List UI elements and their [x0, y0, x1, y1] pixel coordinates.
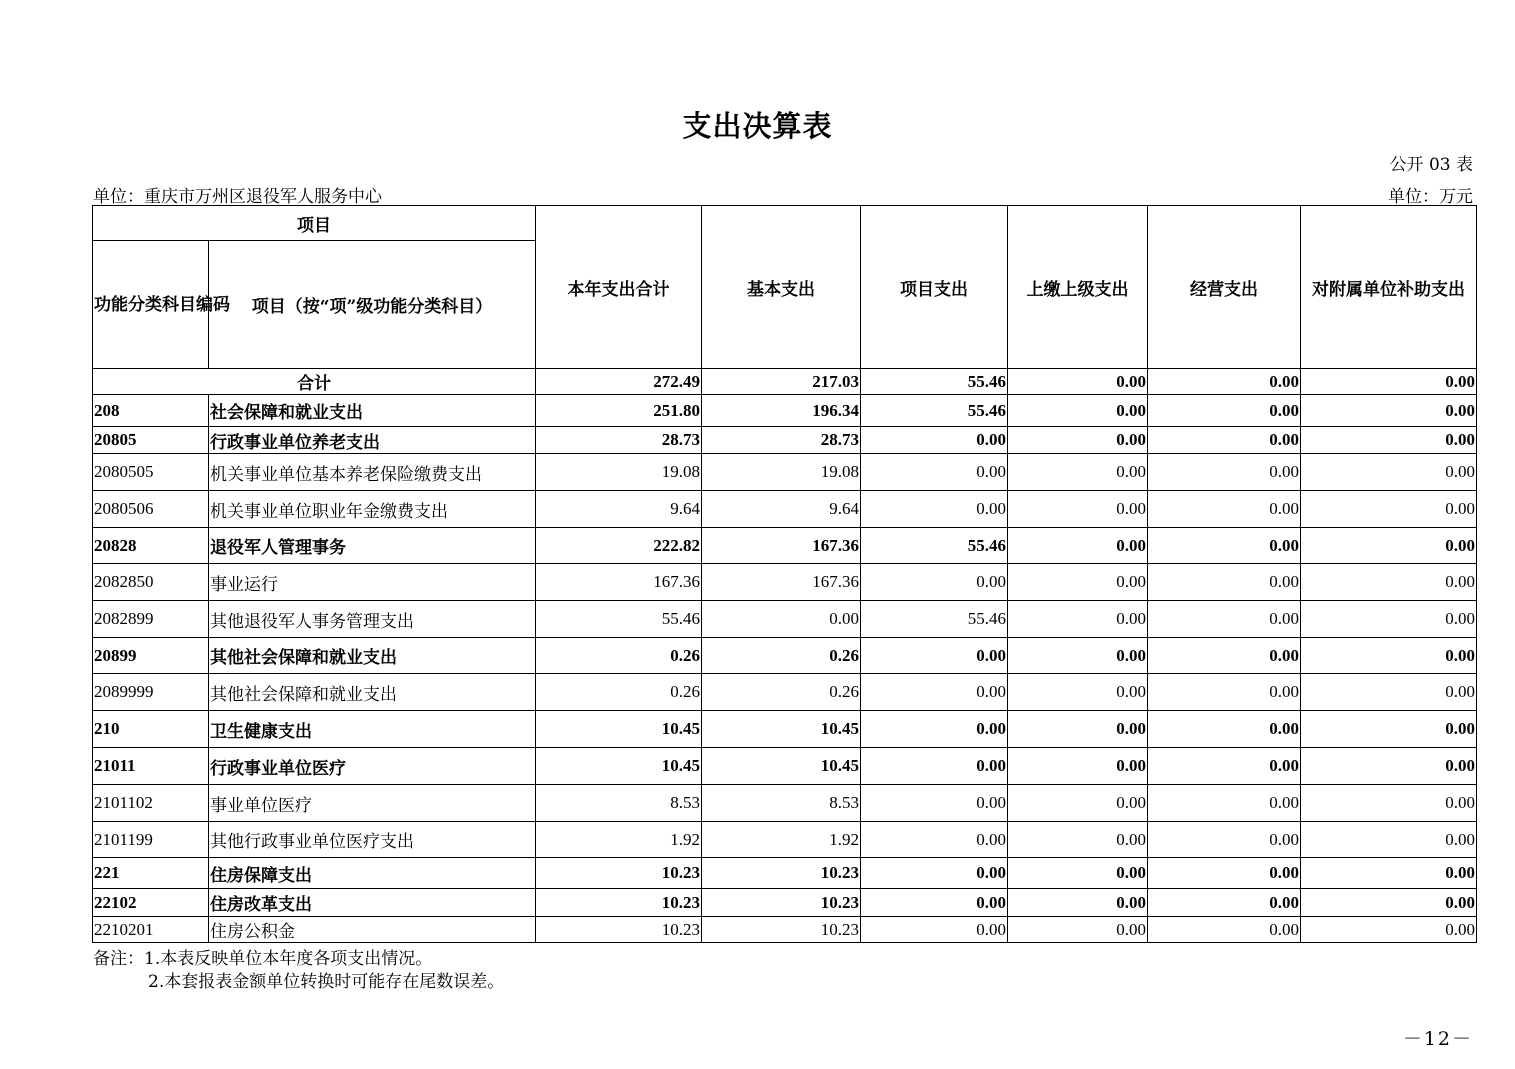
amount-cell: 0.00: [861, 822, 1008, 858]
table-row: [93, 822, 1477, 858]
item-name-cell: 住房改革支出: [209, 889, 536, 917]
amount-cell: 0.00: [1301, 427, 1477, 454]
amount-cell: 10.45: [536, 711, 702, 748]
amount-cell: 0.00: [861, 785, 1008, 822]
amount-cell: 0.00: [1301, 711, 1477, 748]
notes: [93, 948, 504, 994]
item-name-cell: 住房保障支出: [209, 858, 536, 889]
amount-cell: 0.00: [861, 427, 1008, 454]
table-row: [93, 601, 1477, 638]
function-code-cell: 2089999: [93, 674, 209, 711]
amount-cell: 0.00: [1008, 822, 1148, 858]
amount-cell: 0.00: [1008, 564, 1148, 601]
function-code-cell: 20805: [93, 427, 209, 454]
amount-cell: 0.00: [1148, 454, 1301, 491]
amount-cell: 0.00: [1148, 858, 1301, 889]
function-code-cell: 2080505: [93, 454, 209, 491]
amount-cell: 10.45: [702, 711, 861, 748]
amount-cell: 0.00: [861, 454, 1008, 491]
table-row: [93, 889, 1477, 917]
amount-cell: 55.46: [861, 528, 1008, 564]
amount-cell: 0.00: [861, 917, 1008, 943]
amount-cell: 10.23: [536, 917, 702, 943]
amount-cell: 0.00: [1008, 638, 1148, 674]
item-name-cell: 社会保障和就业支出: [209, 395, 536, 427]
amount-cell: 0.00: [1301, 638, 1477, 674]
amount-cell: 10.23: [702, 917, 861, 943]
amount-cell: 0.00: [1148, 822, 1301, 858]
header-function-code: 功能分类科目编码: [93, 241, 209, 369]
amount-cell: 0.00: [1008, 491, 1148, 528]
amount-cell: 222.82: [536, 528, 702, 564]
amount-cell: 0.00: [1148, 528, 1301, 564]
amount-cell: 0.00: [1148, 748, 1301, 785]
total-value: 272.49: [536, 369, 702, 395]
table-row: [93, 454, 1477, 491]
amount-cell: 251.80: [536, 395, 702, 427]
amount-cell: 0.00: [1301, 858, 1477, 889]
total-label: 合计: [93, 369, 536, 395]
amount-cell: 0.00: [1148, 638, 1301, 674]
amount-cell: 10.23: [536, 889, 702, 917]
function-code-cell: 2210201: [93, 917, 209, 943]
item-name-cell: 住房公积金: [209, 917, 536, 943]
function-code-cell: 2101199: [93, 822, 209, 858]
item-name-cell: 事业运行: [209, 564, 536, 601]
amount-cell: 0.00: [1008, 454, 1148, 491]
header-subsidy-affiliates: 对附属单位补助支出: [1301, 206, 1477, 369]
amount-cell: 28.73: [702, 427, 861, 454]
table-row: [93, 564, 1477, 601]
amount-cell: 10.45: [536, 748, 702, 785]
amount-cell: 0.00: [1301, 491, 1477, 528]
function-code-cell: 22102: [93, 889, 209, 917]
amount-cell: 0.00: [1301, 917, 1477, 943]
amount-cell: 55.46: [536, 601, 702, 638]
amount-cell: 0.00: [861, 889, 1008, 917]
function-code-cell: 208: [93, 395, 209, 427]
total-row: [93, 369, 1477, 395]
amount-cell: 0.00: [1008, 601, 1148, 638]
amount-cell: 0.00: [1008, 528, 1148, 564]
item-name-cell: 机关事业单位基本养老保险缴费支出: [209, 454, 536, 491]
amount-cell: 9.64: [536, 491, 702, 528]
header-project-group: 项目: [93, 206, 536, 241]
table-row: [93, 427, 1477, 454]
amount-cell: 0.00: [1148, 785, 1301, 822]
amount-cell: 0.00: [1301, 564, 1477, 601]
amount-cell: 0.00: [861, 638, 1008, 674]
amount-cell: 0.26: [702, 638, 861, 674]
total-value: 55.46: [861, 369, 1008, 395]
amount-cell: 0.00: [1008, 427, 1148, 454]
expenditure-table: [92, 205, 1477, 943]
amount-cell: 0.00: [1008, 917, 1148, 943]
amount-cell: 19.08: [536, 454, 702, 491]
amount-cell: 0.26: [702, 674, 861, 711]
table-row: [93, 748, 1477, 785]
amount-cell: 55.46: [861, 601, 1008, 638]
item-name-cell: 事业单位医疗: [209, 785, 536, 822]
amount-cell: 1.92: [702, 822, 861, 858]
amount-cell: 0.00: [1301, 674, 1477, 711]
amount-cell: 0.00: [1148, 395, 1301, 427]
table-row: [93, 491, 1477, 528]
amount-cell: 0.00: [1301, 601, 1477, 638]
amount-cell: 0.00: [1148, 427, 1301, 454]
page-title: 支出决算表: [682, 109, 833, 143]
amount-cell: 0.00: [1008, 889, 1148, 917]
item-name-cell: 行政事业单位医疗: [209, 748, 536, 785]
amount-cell: 167.36: [702, 564, 861, 601]
amount-cell: 167.36: [536, 564, 702, 601]
amount-cell: 10.23: [702, 889, 861, 917]
item-name-cell: 退役军人管理事务: [209, 528, 536, 564]
item-name-cell: 其他退役军人事务管理支出: [209, 601, 536, 638]
table-row: [93, 395, 1477, 427]
function-code-cell: 2082899: [93, 601, 209, 638]
amount-cell: 0.00: [1008, 395, 1148, 427]
header-remit-superior: 上缴上级支出: [1008, 206, 1148, 369]
amount-cell: 0.00: [861, 564, 1008, 601]
table-row: [93, 917, 1477, 943]
amount-cell: 0.00: [1301, 528, 1477, 564]
amount-cell: 0.00: [1301, 395, 1477, 427]
function-code-cell: 210: [93, 711, 209, 748]
table-row: [93, 785, 1477, 822]
amount-cell: 0.00: [861, 858, 1008, 889]
amount-cell: 0.00: [1008, 858, 1148, 889]
function-code-cell: 21011: [93, 748, 209, 785]
amount-cell: 1.92: [536, 822, 702, 858]
amount-cell: 0.00: [861, 491, 1008, 528]
header-operating-expense: 经营支出: [1148, 206, 1301, 369]
amount-cell: 0.00: [1148, 889, 1301, 917]
item-name-cell: 其他行政事业单位医疗支出: [209, 822, 536, 858]
page-number: －12－: [1402, 1028, 1473, 1050]
amount-cell: 0.00: [1301, 454, 1477, 491]
amount-cell: 0.00: [1301, 822, 1477, 858]
table-number: 公开 03 表: [1389, 155, 1473, 175]
amount-cell: 19.08: [702, 454, 861, 491]
amount-cell: 0.26: [536, 674, 702, 711]
amount-cell: 0.00: [1008, 674, 1148, 711]
amount-cell: 167.36: [702, 528, 861, 564]
reporting-unit: 单位：重庆市万州区退役军人服务中心: [93, 187, 382, 207]
header-project-expense: 项目支出: [861, 206, 1008, 369]
header-basic-expense: 基本支出: [702, 206, 861, 369]
table-row: [93, 638, 1477, 674]
amount-cell: 0.00: [1301, 748, 1477, 785]
table-row: [93, 711, 1477, 748]
amount-cell: 0.00: [1008, 748, 1148, 785]
item-name-cell: 行政事业单位养老支出: [209, 427, 536, 454]
amount-cell: 196.34: [702, 395, 861, 427]
table-row: [93, 674, 1477, 711]
item-name-cell: 其他社会保障和就业支出: [209, 638, 536, 674]
amount-cell: 0.00: [861, 711, 1008, 748]
note-line-1: 备注：1.本表反映单位本年度各项支出情况。: [93, 949, 433, 969]
amount-cell: 0.26: [536, 638, 702, 674]
item-name-cell: 卫生健康支出: [209, 711, 536, 748]
function-code-cell: 2080506: [93, 491, 209, 528]
amount-cell: 8.53: [702, 785, 861, 822]
function-code-cell: 221: [93, 858, 209, 889]
header-item-name: 项目（按“项”级功能分类科目）: [209, 241, 536, 369]
note-line-2: 2.本套报表金额单位转换时可能存在尾数误差。: [148, 972, 505, 992]
function-code-cell: 20828: [93, 528, 209, 564]
function-code-cell: 2101102: [93, 785, 209, 822]
amount-cell: 0.00: [1301, 889, 1477, 917]
amount-cell: 0.00: [861, 674, 1008, 711]
amount-cell: 10.45: [702, 748, 861, 785]
amount-cell: 0.00: [1148, 564, 1301, 601]
amount-cell: 0.00: [1148, 601, 1301, 638]
function-code-cell: 2082850: [93, 564, 209, 601]
amount-cell: 0.00: [1148, 491, 1301, 528]
amount-cell: 0.00: [1148, 674, 1301, 711]
table-row: [93, 528, 1477, 564]
header-total-expense: 本年支出合计: [536, 206, 702, 369]
money-unit: 单位：万元: [1388, 187, 1473, 207]
amount-cell: 10.23: [536, 858, 702, 889]
total-value: 0.00: [1301, 369, 1477, 395]
amount-cell: 0.00: [1148, 917, 1301, 943]
amount-cell: 0.00: [1008, 785, 1148, 822]
amount-cell: 8.53: [536, 785, 702, 822]
amount-cell: 9.64: [702, 491, 861, 528]
amount-cell: 0.00: [1008, 711, 1148, 748]
table-row: [93, 858, 1477, 889]
amount-cell: 0.00: [702, 601, 861, 638]
total-value: 217.03: [702, 369, 861, 395]
amount-cell: 55.46: [861, 395, 1008, 427]
total-value: 0.00: [1008, 369, 1148, 395]
amount-cell: 0.00: [1301, 785, 1477, 822]
total-value: 0.00: [1148, 369, 1301, 395]
item-name-cell: 其他社会保障和就业支出: [209, 674, 536, 711]
amount-cell: 28.73: [536, 427, 702, 454]
function-code-cell: 20899: [93, 638, 209, 674]
item-name-cell: 机关事业单位职业年金缴费支出: [209, 491, 536, 528]
amount-cell: 10.23: [702, 858, 861, 889]
amount-cell: 0.00: [861, 748, 1008, 785]
amount-cell: 0.00: [1148, 711, 1301, 748]
